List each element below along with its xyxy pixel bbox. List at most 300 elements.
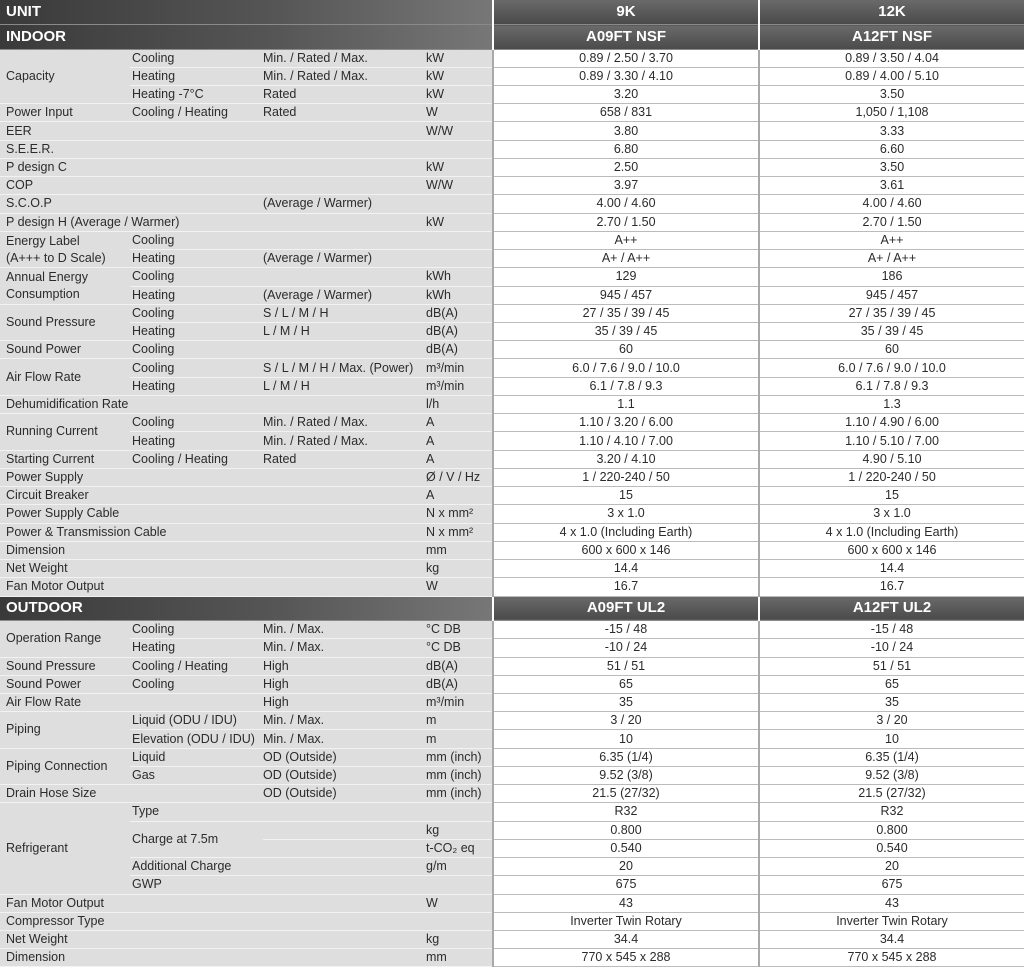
row-sub-label: Heating: [130, 639, 263, 657]
value-9k: 0.540: [493, 839, 759, 857]
row-condition: S / L / M / H / Max. (Power): [263, 359, 426, 377]
value-12k: 16.7: [759, 578, 1024, 596]
value-12k: 675: [759, 876, 1024, 894]
value-9k: 21.5 (27/32): [493, 785, 759, 803]
value-12k: 4.90 / 5.10: [759, 450, 1024, 468]
row-unit: A: [426, 450, 493, 468]
row-condition: Min. / Rated / Max.: [263, 49, 426, 67]
spec-row: [0, 395, 1024, 413]
value-9k: 4.00 / 4.60: [493, 195, 759, 213]
value-12k: 186: [759, 268, 1024, 286]
value-12k: 6.0 / 7.6 / 9.0 / 10.0: [759, 359, 1024, 377]
value-12k: 14.4: [759, 560, 1024, 578]
spec-row: [0, 523, 1024, 541]
row-unit: kW: [426, 213, 493, 231]
row-sub-label: [130, 949, 263, 967]
value-9k: 600 x 600 x 146: [493, 541, 759, 559]
row-group-label: P design C: [0, 158, 130, 176]
row-unit: m: [426, 712, 493, 730]
spec-row: [0, 949, 1024, 967]
row-condition: [263, 839, 426, 857]
row-condition: High: [263, 693, 426, 711]
row-group-label: Sound Pressure: [0, 304, 130, 340]
row-group-label: COP: [0, 177, 130, 195]
row-group-label-line1: Energy Label: [6, 233, 80, 248]
row-condition: Rated: [263, 450, 426, 468]
row-sub-label: [130, 122, 263, 140]
row-condition: Min. / Max.: [263, 621, 426, 639]
row-sub-label: Cooling / Heating: [130, 657, 263, 675]
indoor-header-row: [0, 25, 1024, 50]
spec-row: [0, 730, 1024, 748]
row-sub-label: Liquid (ODU / IDU): [130, 712, 263, 730]
row-condition: [263, 949, 426, 967]
row-sub-label: Cooling: [130, 304, 263, 322]
row-sub-label: Additional Charge: [130, 858, 263, 876]
value-12k: 4.00 / 4.60: [759, 195, 1024, 213]
row-condition: [263, 578, 426, 596]
row-condition: Min. / Max.: [263, 730, 426, 748]
value-12k: 35: [759, 693, 1024, 711]
value-12k: 60: [759, 341, 1024, 359]
row-group-label: Net Weight: [0, 560, 130, 578]
row-unit: [426, 140, 493, 158]
value-9k: 6.80: [493, 140, 759, 158]
row-condition: [263, 876, 426, 894]
value-9k: 0.800: [493, 821, 759, 839]
value-9k: 51 / 51: [493, 657, 759, 675]
row-sub-label: [130, 912, 263, 930]
value-9k: A+ / A++: [493, 250, 759, 268]
row-unit: [426, 803, 493, 821]
value-12k: 15: [759, 487, 1024, 505]
value-9k: R32: [493, 803, 759, 821]
outdoor-header-row: [0, 596, 1024, 621]
row-sub-label: [130, 541, 263, 559]
unit-header-row: [0, 0, 1024, 25]
row-unit: W: [426, 894, 493, 912]
row-unit: mm (inch): [426, 748, 493, 766]
spec-row: [0, 140, 1024, 158]
row-sub-label: Cooling: [130, 49, 263, 67]
row-sub-label: [130, 195, 263, 213]
value-12k: 35 / 39 / 45: [759, 323, 1024, 341]
spec-row: [0, 85, 1024, 103]
value-9k: 1 / 220-240 / 50: [493, 468, 759, 486]
value-12k: 945 / 457: [759, 286, 1024, 304]
value-12k: 2.70 / 1.50: [759, 213, 1024, 231]
row-condition: [263, 268, 426, 286]
row-group-label: Sound Power: [0, 341, 130, 359]
row-sub-label: Heating -7°C: [130, 85, 263, 103]
value-12k: A++: [759, 231, 1024, 249]
row-group-label: Dehumidification Rate: [0, 395, 426, 413]
row-condition: [263, 468, 426, 486]
spec-row: [0, 104, 1024, 122]
row-group-label: Fan Motor Output: [0, 894, 130, 912]
row-sub-label: Cooling: [130, 268, 263, 286]
spec-row: [0, 286, 1024, 304]
spec-row: [0, 195, 1024, 213]
value-12k: 3.50: [759, 85, 1024, 103]
row-condition: [263, 912, 426, 930]
row-group-label: Piping Connection: [0, 748, 130, 784]
row-unit: [426, 195, 493, 213]
row-sub-label: [130, 158, 263, 176]
row-group-label: Power Input: [0, 104, 130, 122]
outdoor-section-title: OUTDOOR: [0, 596, 493, 621]
value-9k: 1.1: [493, 395, 759, 413]
value-12k: 3.50: [759, 158, 1024, 176]
row-unit: W/W: [426, 177, 493, 195]
row-group-label: P design H (Average / Warmer): [0, 213, 426, 231]
row-unit: Ø / V / Hz: [426, 468, 493, 486]
value-9k: 675: [493, 876, 759, 894]
spec-row: [0, 858, 1024, 876]
value-12k: A+ / A++: [759, 250, 1024, 268]
value-12k: Inverter Twin Rotary: [759, 912, 1024, 930]
value-12k: -10 / 24: [759, 639, 1024, 657]
row-unit: l/h: [426, 395, 493, 413]
spec-row: [0, 712, 1024, 730]
value-12k: 6.1 / 7.8 / 9.3: [759, 377, 1024, 395]
value-9k: 3.20 / 4.10: [493, 450, 759, 468]
unit-header-9k: 9K: [493, 0, 759, 25]
row-group-label: Drain Hose Size: [0, 785, 130, 803]
value-12k: 0.89 / 4.00 / 5.10: [759, 67, 1024, 85]
spec-row: [0, 560, 1024, 578]
row-unit: W: [426, 578, 493, 596]
row-sub-label: Heating: [130, 250, 263, 268]
spec-row: [0, 894, 1024, 912]
row-group-label: S.E.E.R.: [0, 140, 130, 158]
row-condition: [263, 231, 426, 249]
value-12k: 20: [759, 858, 1024, 876]
row-group-label: Capacity: [0, 49, 130, 104]
value-12k: 1.10 / 4.90 / 6.00: [759, 414, 1024, 432]
value-12k: 0.540: [759, 839, 1024, 857]
value-9k: 2.70 / 1.50: [493, 213, 759, 231]
spec-row: [0, 231, 1024, 249]
spec-row: [0, 468, 1024, 486]
row-unit: [426, 231, 493, 249]
value-9k: 6.1 / 7.8 / 9.3: [493, 377, 759, 395]
spec-row: [0, 821, 1024, 839]
value-9k: 945 / 457: [493, 286, 759, 304]
value-12k: 0.800: [759, 821, 1024, 839]
spec-row: [0, 748, 1024, 766]
spec-row: [0, 67, 1024, 85]
row-sub-label: Heating: [130, 286, 263, 304]
row-condition: Rated: [263, 85, 426, 103]
row-condition: (Average / Warmer): [263, 195, 426, 213]
row-sub-label: Cooling: [130, 341, 263, 359]
indoor-model-9k: A09FT NSF: [493, 25, 759, 50]
row-unit: kW: [426, 67, 493, 85]
value-12k: 1.3: [759, 395, 1024, 413]
row-sub-label: Cooling / Heating: [130, 450, 263, 468]
row-unit: A: [426, 487, 493, 505]
value-9k: 43: [493, 894, 759, 912]
row-unit: °C DB: [426, 639, 493, 657]
value-9k: 1.10 / 4.10 / 7.00: [493, 432, 759, 450]
row-condition: [263, 560, 426, 578]
row-group-label: Refrigerant: [0, 803, 130, 894]
value-12k: 1 / 220-240 / 50: [759, 468, 1024, 486]
row-group-label: Net Weight: [0, 931, 130, 949]
value-9k: 0.89 / 3.30 / 4.10: [493, 67, 759, 85]
value-9k: 35 / 39 / 45: [493, 323, 759, 341]
row-unit: [426, 912, 493, 930]
value-9k: 3 x 1.0: [493, 505, 759, 523]
value-9k: 9.52 (3/8): [493, 766, 759, 784]
spec-row: [0, 213, 1024, 231]
value-9k: 35: [493, 693, 759, 711]
row-condition: OD (Outside): [263, 766, 426, 784]
row-unit: kWh: [426, 268, 493, 286]
row-group-label: Dimension: [0, 541, 130, 559]
row-unit: m: [426, 730, 493, 748]
row-group-label: [0, 268, 130, 304]
value-12k: 0.89 / 3.50 / 4.04: [759, 49, 1024, 67]
row-unit: dB(A): [426, 341, 493, 359]
row-unit: A: [426, 432, 493, 450]
spec-row: [0, 675, 1024, 693]
value-12k: 43: [759, 894, 1024, 912]
row-group-label: Starting Current: [0, 450, 130, 468]
value-9k: 770 x 545 x 288: [493, 949, 759, 967]
row-condition: [263, 803, 426, 821]
value-9k: 4 x 1.0 (Including Earth): [493, 523, 759, 541]
row-sub-label: Cooling: [130, 414, 263, 432]
row-condition: [263, 177, 426, 195]
row-sub-label: Heating: [130, 323, 263, 341]
row-condition: Rated: [263, 104, 426, 122]
row-condition: [263, 158, 426, 176]
row-condition: [263, 140, 426, 158]
spec-row: [0, 268, 1024, 286]
row-group-label: Air Flow Rate: [0, 693, 130, 711]
value-12k: 1,050 / 1,108: [759, 104, 1024, 122]
value-12k: 51 / 51: [759, 657, 1024, 675]
row-condition: S / L / M / H: [263, 304, 426, 322]
row-condition: [263, 894, 426, 912]
row-sub-label: [130, 487, 263, 505]
value-9k: 14.4: [493, 560, 759, 578]
spec-row: [0, 876, 1024, 894]
row-condition: [263, 821, 426, 839]
unit-header-label: UNIT: [0, 0, 493, 25]
indoor-model-12k: A12FT NSF: [759, 25, 1024, 50]
spec-row: [0, 803, 1024, 821]
row-sub-label: [130, 785, 263, 803]
row-unit: A: [426, 414, 493, 432]
value-9k: A++: [493, 231, 759, 249]
row-condition: [263, 122, 426, 140]
row-condition: Min. / Max.: [263, 712, 426, 730]
value-12k: R32: [759, 803, 1024, 821]
spec-row: [0, 177, 1024, 195]
spec-row: [0, 432, 1024, 450]
row-unit: N x mm²: [426, 523, 493, 541]
value-9k: -10 / 24: [493, 639, 759, 657]
row-unit: g/m: [426, 858, 493, 876]
row-group-label-line2: Consumption: [6, 287, 80, 302]
row-group-label-line2: (A+++ to D Scale): [6, 250, 106, 265]
row-condition: L / M / H: [263, 323, 426, 341]
value-9k: 0.89 / 2.50 / 3.70: [493, 49, 759, 67]
row-sub-label: Cooling / Heating: [130, 104, 263, 122]
outdoor-model-9k: A09FT UL2: [493, 596, 759, 621]
row-unit: mm: [426, 949, 493, 967]
value-9k: 658 / 831: [493, 104, 759, 122]
value-9k: 6.35 (1/4): [493, 748, 759, 766]
row-unit: mm: [426, 541, 493, 559]
spec-row: [0, 931, 1024, 949]
row-sub-label: [130, 468, 263, 486]
row-sub-label: [130, 693, 263, 711]
row-unit: N x mm²: [426, 505, 493, 523]
row-unit: [426, 876, 493, 894]
row-unit: dB(A): [426, 323, 493, 341]
row-group-label: S.C.O.P: [0, 195, 130, 213]
row-condition: (Average / Warmer): [263, 250, 426, 268]
row-group-label: Circuit Breaker: [0, 487, 130, 505]
spec-row: [0, 49, 1024, 67]
row-unit: W/W: [426, 122, 493, 140]
row-group-label-line1: Annual Energy: [6, 270, 89, 285]
row-unit: kg: [426, 821, 493, 839]
row-sub-label: Heating: [130, 432, 263, 450]
indoor-section-title: INDOOR: [0, 25, 493, 50]
spec-row: [0, 487, 1024, 505]
row-group-label: Running Current: [0, 414, 130, 450]
value-12k: 3.33: [759, 122, 1024, 140]
row-condition: [263, 858, 426, 876]
spec-row: [0, 657, 1024, 675]
spec-row: [0, 414, 1024, 432]
outdoor-model-12k: A12FT UL2: [759, 596, 1024, 621]
value-9k: 65: [493, 675, 759, 693]
row-condition: Min. / Max.: [263, 639, 426, 657]
row-group-label: EER: [0, 122, 130, 140]
spec-row: [0, 250, 1024, 268]
row-unit: kg: [426, 931, 493, 949]
row-condition: [263, 541, 426, 559]
row-unit: °C DB: [426, 621, 493, 639]
row-sub-label: [130, 894, 263, 912]
row-unit: kg: [426, 560, 493, 578]
value-12k: 4 x 1.0 (Including Earth): [759, 523, 1024, 541]
row-condition: Min. / Rated / Max.: [263, 414, 426, 432]
row-sub-label: Heating: [130, 67, 263, 85]
row-group-label: Sound Power: [0, 675, 130, 693]
row-condition: Min. / Rated / Max.: [263, 432, 426, 450]
spec-row: [0, 578, 1024, 596]
row-group-label: Power Supply: [0, 468, 130, 486]
row-condition: Min. / Rated / Max.: [263, 67, 426, 85]
row-condition: OD (Outside): [263, 748, 426, 766]
row-sub-label: [130, 578, 263, 596]
row-unit: kW: [426, 158, 493, 176]
value-9k: 20: [493, 858, 759, 876]
row-sub-label: Heating: [130, 377, 263, 395]
value-12k: 6.35 (1/4): [759, 748, 1024, 766]
row-unit: mm (inch): [426, 785, 493, 803]
row-group-label: Air Flow Rate: [0, 359, 130, 395]
row-unit: kW: [426, 85, 493, 103]
value-9k: 34.4: [493, 931, 759, 949]
row-unit: kW: [426, 49, 493, 67]
value-9k: 10: [493, 730, 759, 748]
value-9k: 1.10 / 3.20 / 6.00: [493, 414, 759, 432]
value-9k: 16.7: [493, 578, 759, 596]
row-condition: OD (Outside): [263, 785, 426, 803]
value-9k: 60: [493, 341, 759, 359]
value-12k: 3.61: [759, 177, 1024, 195]
row-sub-label: Charge at 7.5m: [130, 821, 263, 857]
row-unit: kWh: [426, 286, 493, 304]
row-unit: [426, 250, 493, 268]
spec-row: [0, 912, 1024, 930]
row-sub-label: Type: [130, 803, 263, 821]
row-group-label: Operation Range: [0, 621, 130, 657]
row-group-label: [0, 231, 130, 267]
spec-row: [0, 639, 1024, 657]
row-sub-label: Elevation (ODU / IDU): [130, 730, 263, 748]
row-sub-label: [130, 560, 263, 578]
row-sub-label: Cooling: [130, 675, 263, 693]
value-12k: 600 x 600 x 146: [759, 541, 1024, 559]
value-9k: 15: [493, 487, 759, 505]
value-9k: Inverter Twin Rotary: [493, 912, 759, 930]
value-9k: 3.20: [493, 85, 759, 103]
value-12k: 3 / 20: [759, 712, 1024, 730]
value-12k: 3 x 1.0: [759, 505, 1024, 523]
row-unit: m³/min: [426, 359, 493, 377]
spec-row: [0, 323, 1024, 341]
value-12k: -15 / 48: [759, 621, 1024, 639]
value-12k: 1.10 / 5.10 / 7.00: [759, 432, 1024, 450]
row-unit: dB(A): [426, 675, 493, 693]
value-9k: 3 / 20: [493, 712, 759, 730]
value-9k: 6.0 / 7.6 / 9.0 / 10.0: [493, 359, 759, 377]
unit-header-12k: 12K: [759, 0, 1024, 25]
row-sub-label: Cooling: [130, 621, 263, 639]
value-12k: 34.4: [759, 931, 1024, 949]
row-group-label: Piping: [0, 712, 130, 748]
row-condition: High: [263, 657, 426, 675]
spec-row: [0, 785, 1024, 803]
row-unit: dB(A): [426, 304, 493, 322]
row-group-label: Power & Transmission Cable: [0, 523, 426, 541]
row-sub-label: Gas: [130, 766, 263, 784]
spec-row: [0, 158, 1024, 176]
row-sub-label: GWP: [130, 876, 263, 894]
spec-row: [0, 621, 1024, 639]
value-12k: 6.60: [759, 140, 1024, 158]
row-unit: mm (inch): [426, 766, 493, 784]
row-group-label: Dimension: [0, 949, 130, 967]
value-12k: 27 / 35 / 39 / 45: [759, 304, 1024, 322]
spec-row: [0, 505, 1024, 523]
row-unit: m³/min: [426, 693, 493, 711]
spec-row: [0, 377, 1024, 395]
spec-row: [0, 359, 1024, 377]
row-sub-label: [130, 931, 263, 949]
row-sub-label: [130, 140, 263, 158]
row-condition: (Average / Warmer): [263, 286, 426, 304]
